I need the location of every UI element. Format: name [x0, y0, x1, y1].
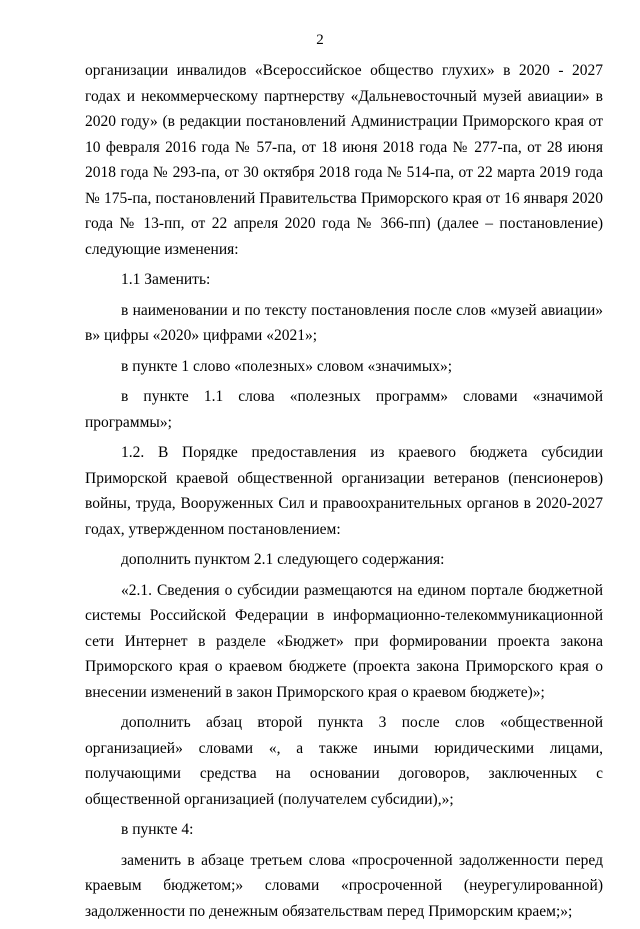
- paragraph-intro-continued: организации инвалидов «Всероссийское общество глухих» в 2020 - 2027 годах и некоммерческому партнерству «Дальневосточный музей авиации» в 2020 году» (в редакции постановлений Администрации Приморского края от 10 февраля 2016 года № 57-па, от 18 июня 2018 года № 277-па, от 28 июня 2018 года № 293-па, от 30 октября 2018 года № 514-па, от 22 марта 2019 года № 175-па, постановлений Правительства Приморского края от 16 января 2020 года № 13-пп, от 22 апреля 2020 года № 366-пп) (далее – постановление) следующие изменения:: [85, 62, 603, 258]
- paragraph-replace-title: в наименовании и по тексту постановления после слов «музей авиации» в» цифры «2020» цифрами «2021»;: [85, 301, 603, 344]
- page-number: 2: [316, 32, 324, 48]
- paragraph-1-1-heading: 1.1 Заменить:: [121, 271, 211, 288]
- paragraph-add-2-1: дополнить пунктом 2.1 следующего содержания:: [121, 551, 445, 568]
- paragraph-item-4-text: заменить в абзаце третьем слова «просроченной задолженности перед краевым бюджетом;» словами «просроченной (неурегулированной) задолженности по денежным обязательствам перед Приморским краем;»;: [85, 851, 603, 920]
- paragraph-1-2-heading: 1.2. В Порядке предоставления из краевого бюджета субсидии Приморской краевой общественной организации ветеранов (пенсионеров) войны, труда, Вооруженных Сил и правоохранительных органов в 2020-2027 годах, утвержденном постановлением:: [85, 444, 603, 538]
- paragraph-item-1: в пункте 1 слово «полезных» словом «значимых»;: [121, 357, 453, 375]
- paragraph-item-1-1: в пункте 1.1 слова «полезных программ» словами «значимой программы»;: [85, 388, 603, 431]
- paragraph-item-4-heading: в пункте 4:: [121, 821, 194, 838]
- paragraph-2-1-text: «2.1. Сведения о субсидии размещаются на едином портале бюджетной системы Российской Федерации в информационно-телекоммуникационной сети Интернет в разделе «Бюджет» при формировании проекта закона Приморского края о краевом бюджете (проекта закона Приморского края о внесении изменений в закон Приморского края о краевом бюджете)»;: [85, 581, 603, 701]
- document-body: [85, 58, 603, 929]
- paragraph-item-3: дополнить абзац второй пункта 3 после слов «общественной организацией» словами «, а также иными юридическими лицами, получающими средства на основании договоров, заключенных с общественной организацией (получателем субсидии),»;: [85, 714, 603, 808]
